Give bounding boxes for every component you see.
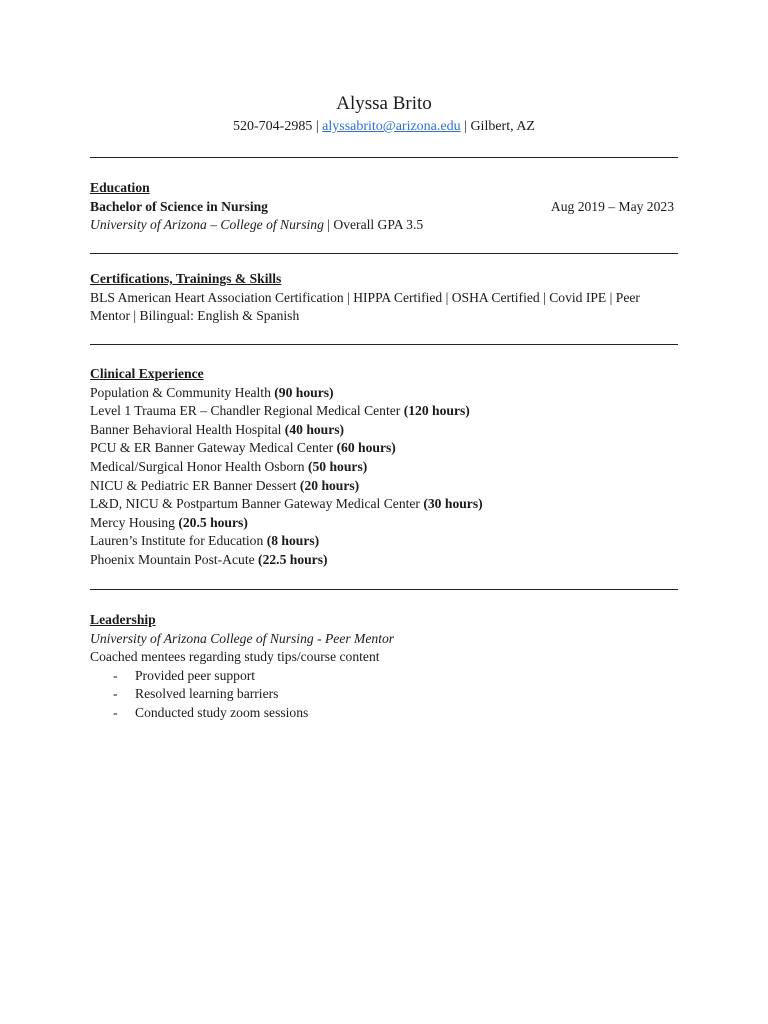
divider	[90, 157, 678, 158]
certifications-line: BLS American Heart Association Certification | HIPPA Certified | OSHA Certified | Covid IPE | Peer	[90, 289, 640, 305]
divider	[90, 253, 678, 254]
clinical-item	[90, 439, 680, 458]
clinical-section	[90, 365, 680, 570]
leadership-heading: Leadership	[90, 612, 156, 627]
clinical-heading: Clinical Experience	[90, 366, 204, 381]
clinical-place: Population & Community Health	[90, 384, 271, 400]
school-line	[90, 216, 680, 235]
clinical-list	[90, 384, 680, 570]
clinical-place: L&D, NICU & Postpartum Banner Gateway Medical Center	[90, 496, 420, 512]
divider	[90, 589, 678, 590]
clinical-hours: (8 hours)	[266, 533, 320, 549]
list-item	[90, 685, 680, 704]
clinical-place: Medical/Surgical Honor Health Osborn	[90, 458, 305, 474]
clinical-place: NICU & Pediatric ER Banner Dessert	[90, 477, 297, 493]
clinical-hours: (90 hours)	[274, 384, 334, 400]
certifications-section	[90, 270, 680, 326]
clinical-item	[90, 495, 680, 514]
degree-row	[90, 198, 680, 217]
clinical-item	[90, 384, 680, 403]
education-dates: Aug 2019 – May 2023	[550, 198, 674, 214]
certifications-line: Mentor | Bilingual: English & Spanish	[90, 308, 300, 324]
dash-marker: -	[113, 667, 118, 683]
clinical-hours: (120 hours)	[403, 403, 470, 419]
clinical-place: Lauren’s Institute for Education	[90, 533, 264, 549]
divider	[90, 344, 678, 345]
dash-marker: -	[113, 704, 118, 720]
leadership-summary: Coached mentees regarding study tips/course content	[90, 649, 380, 665]
leadership-bullets	[90, 667, 680, 723]
clinical-item	[90, 477, 680, 496]
clinical-hours: (30 hours)	[423, 496, 483, 512]
degree: Bachelor of Science in Nursing	[90, 198, 268, 214]
leadership-role: University of Arizona College of Nursing - Peer Mentor	[90, 630, 395, 646]
clinical-hours: (50 hours)	[307, 458, 368, 474]
bullet-text: Provided peer support	[135, 667, 256, 683]
clinical-hours: (22.5 hours)	[258, 551, 328, 567]
clinical-place: PCU & ER Banner Gateway Medical Center	[90, 440, 334, 456]
clinical-place: Mercy Housing	[90, 514, 175, 530]
clinical-hours: (40 hours)	[284, 421, 345, 437]
gpa: | Overall GPA 3.5	[327, 217, 424, 233]
clinical-hours: (20.5 hours)	[178, 514, 248, 530]
location: Gilbert, AZ	[470, 119, 535, 134]
clinical-hours: (60 hours)	[336, 440, 396, 456]
list-item	[90, 667, 680, 686]
clinical-item	[90, 458, 680, 477]
clinical-item	[90, 402, 680, 421]
bullet-text: Conducted study zoom sessions	[135, 704, 309, 720]
clinical-place: Phoenix Mountain Post-Acute	[90, 551, 255, 567]
bullet-text: Resolved learning barriers	[135, 686, 279, 702]
dash-marker: -	[113, 686, 118, 702]
certifications-heading: Certifications, Trainings & Skills	[90, 271, 282, 286]
clinical-hours: (20 hours)	[299, 477, 360, 493]
clinical-item	[90, 551, 680, 570]
applicant-name: Alyssa Brito	[336, 93, 432, 114]
clinical-item	[90, 514, 680, 533]
school-name: University of Arizona – College of Nursing	[90, 217, 324, 233]
clinical-place: Level 1 Trauma ER – Chandler Regional Medical Center	[90, 403, 401, 419]
clinical-item	[90, 532, 680, 551]
contact-separator: |	[464, 119, 467, 134]
education-heading: Education	[90, 180, 150, 195]
phone-number: 520-704-2985	[233, 119, 313, 134]
education-section	[90, 179, 680, 235]
leadership-section	[90, 611, 680, 723]
contact-separator: |	[315, 119, 319, 134]
clinical-item	[90, 421, 680, 440]
list-item	[90, 704, 680, 723]
email-link[interactable]: alyssabrito@arizona.edu	[322, 119, 461, 134]
clinical-place: Banner Behavioral Health Hospital	[90, 421, 282, 437]
contact-line	[0, 119, 768, 135]
